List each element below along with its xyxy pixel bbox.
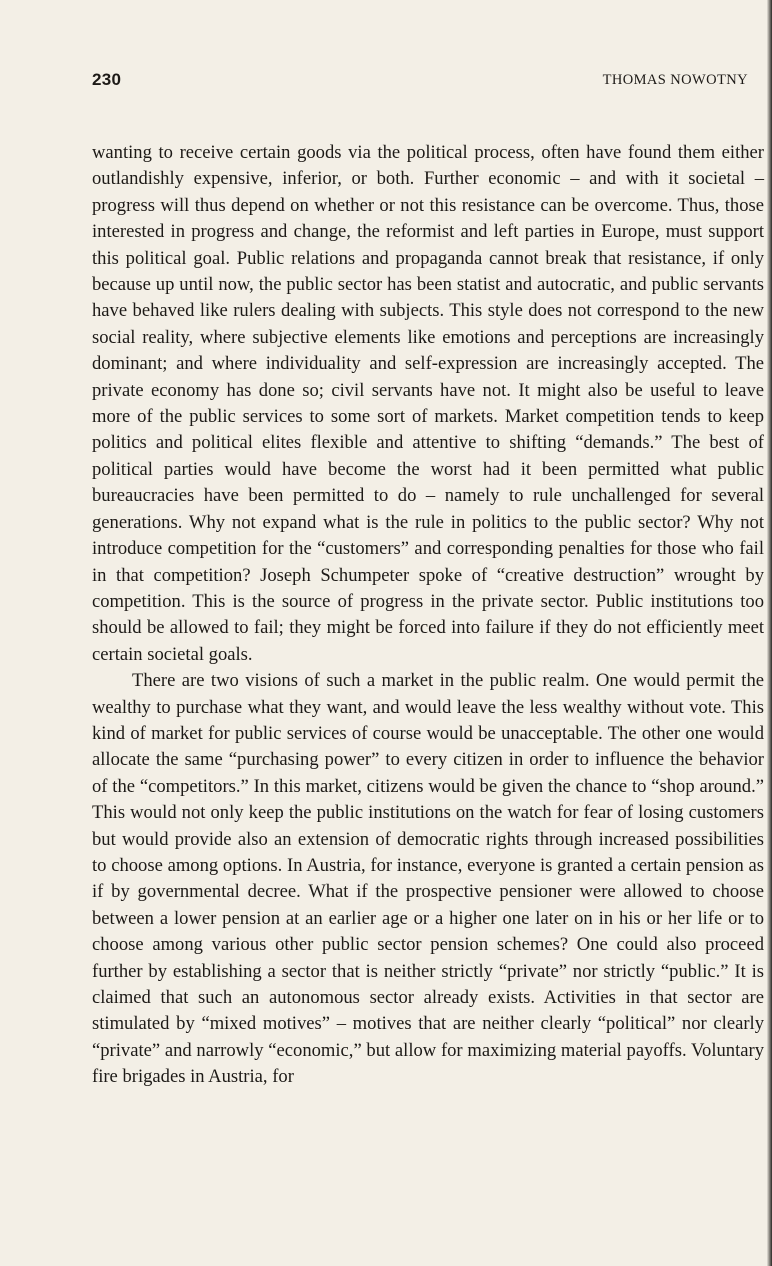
paragraph: wanting to receive certain goods via the political process, often have found them either outlandishly expensive, inferior, or both. Further economic – and with it societal – progress will thus depend on whether or not this resistance can be overcome. Thus, those interested in progress and change, the reformist and left parties in Europe, must support this political goal. Public relations and propaganda cannot break that resistance, if only because up until now, the public sector has been statist and autocratic, and public servants have behaved like rulers dealing with subjects. This style does not correspond to the new social reality, where subjective elements like emotions and perceptions are increasingly dominant; and where individuality and self-expression are increasingly accepted. The private economy has done so; civil servants have not. It might also be useful to leave more of the public services to some sort of markets. Market competition tends to keep politics and political elites flexible and attentive to shifting “demands.” The best of political parties would have become the worst had it been permitted what public bureaucracies have been permitted to do – namely to rule unchallenged for several generations. Why not expand what is the rule in politics to the public sector? Why not introduce competition for the “customers” and corresponding penalties for those who fail in that competition? Joseph Schumpeter spoke of “creative destruction” wrought by competition. This is the source of progress in the private sector. Public institutions too should be allowed to fail; they might be forced into failure if they do not efficiently meet certain societal goals.: [92, 142, 764, 665]
paragraph: There are two visions of such a market in the public realm. One would permit the wealthy to purchase what they want, and would leave the less wealthy without vote. This kind of market for public services of course would be unacceptable. The other one would allocate the same “purchasing power” to every citizen in order to influence the behavior of the “competitors.” In this market, citizens would be given the chance to “shop around.” This would not only keep the public institutions on the watch for fear of losing customers but would provide also an extension of democratic rights through increased possibilities to choose among options. In Austria, for instance, everyone is granted a certain pension as if by governmental decree. What if the prospective pensioner were allowed to choose between a lower pension at an earlier age or a higher one later on in his or her life or to choose among various other public sector pension schemes? One could also proceed further by establishing a sector that is neither strictly “private” nor strictly “public.” It is claimed that such an autonomous sector already exists. Activities in that sector are stimulated by “mixed motives” – motives that are neither clearly “political” nor clearly “private” and narrowly “economic,” but allow for maximizing material payoffs. Voluntary fire brigades in Austria, for: [92, 670, 764, 1088]
running-head: THOMAS NOWOTNY: [602, 72, 748, 88]
page-number: 230: [92, 70, 122, 89]
body-text: [92, 140, 764, 1091]
page-edge: [767, 0, 772, 1266]
